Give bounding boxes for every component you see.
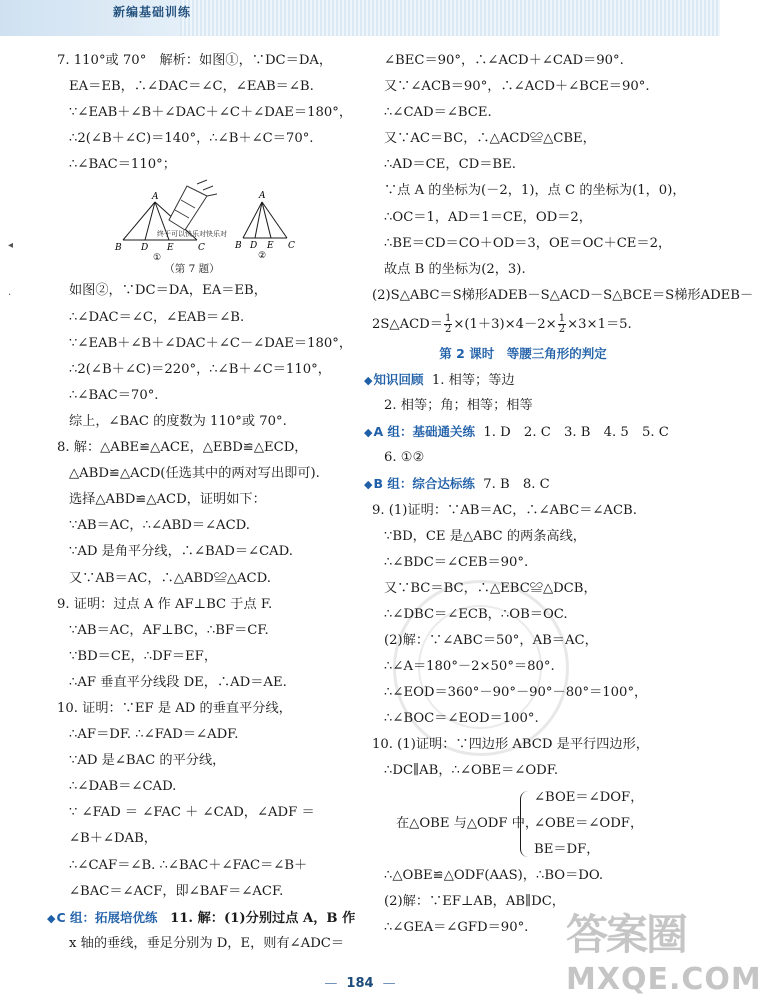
text-line: 如图②，∵DC＝DA，EA＝EB，	[69, 283, 267, 299]
text-line: ∵BD＝CE，∴DF＝EF，	[69, 648, 218, 664]
area-line-2-mid: ×(1＋3)×4－2×	[453, 316, 557, 332]
text-line: 10. (1)证明：∵四边形 ABCD 是平行四边形，	[372, 737, 649, 753]
text-line: ∴∠DAC＝∠C，∠EAB＝∠B.	[69, 309, 245, 325]
fig1-label-b: B	[115, 243, 122, 254]
fraction-half	[558, 314, 566, 335]
text-line: ∵BD，CE 是△ABC 的两条高线，	[384, 528, 586, 544]
text-line: (2)解：∵∠ABC＝50°，AB＝AC，	[384, 632, 598, 648]
text-line: ∴DC∥AB，∴∠OBE＝∠ODF.	[384, 763, 559, 779]
margin-mark: ◂	[8, 240, 14, 251]
text-line: ∴2(∠B＋∠C)＝220°，∴∠B＋∠C＝110°，	[69, 361, 331, 377]
area-line-2	[372, 309, 674, 341]
text-line: 故点 B 的坐标为(2，3).	[384, 261, 526, 277]
group-b-label: B 组：综合达标练	[373, 476, 475, 492]
text-line: 选择△ABD≌△ACD，证明如下：	[69, 492, 266, 508]
group-b-row	[364, 471, 674, 497]
q11-first-line: 11. 解：(1)分别过点 A，B 作	[170, 910, 356, 926]
text-line: 8. 解：△ABE≌△ACE，△EBD≌△ECD，	[57, 440, 308, 456]
fig1-label-e: E	[167, 243, 174, 254]
text-line: ∴AF＝DF. ∴∠FAD＝∠ADF.	[69, 727, 239, 743]
text-line: ∠B＋∠DAB，	[69, 831, 157, 847]
text-line: ∵AD 是角平分线，∴∠BAD＝∠CAD.	[69, 544, 293, 560]
page-dash-right: —	[382, 976, 396, 991]
review-2: 2. 相等；角；相等；相等	[384, 398, 533, 414]
header-band	[0, 0, 720, 36]
text-line: ∠BAC＝∠ACF，即∠BAF＝∠ACF.	[69, 883, 284, 899]
text-line: 9. 证明：过点 A 作 AF⊥BC 于点 F.	[57, 596, 273, 612]
watermark-en: MXQE.COM	[566, 962, 762, 997]
diamond-icon: ◆	[364, 478, 373, 492]
text-line: ∠BEC＝90°，∴∠ACD＋∠CAD＝90°.	[384, 53, 624, 68]
review-row	[364, 367, 674, 393]
text-line: ∵AD 是∠BAC 的平分线，	[69, 753, 226, 769]
text-line: 又∵BC＝BC，∴△EBC≌△DCB，	[384, 580, 597, 596]
text-line: ∵AB＝AC，AF⊥BC，∴BF＝CF.	[69, 622, 269, 638]
area-line-2-start: 2S△ACD＝	[372, 316, 443, 332]
watermark	[566, 902, 762, 1002]
brace-item: ∠BOE＝∠DOF，	[534, 789, 644, 805]
fig2-label-b: B	[235, 241, 242, 252]
diamond-icon: ◆	[364, 374, 373, 388]
margin-mark: ·	[8, 290, 12, 301]
text-line: ∴∠BAC＝70°.	[69, 387, 159, 403]
fraction-half	[444, 314, 452, 335]
lesson-title: 第 2 课时 等腰三角形的判定	[439, 345, 607, 361]
text-line: ∵∠EAB＋∠B＋∠DAC＋∠C＋∠DAE＝180°，	[69, 105, 353, 121]
text-line: △ABD≌△ACD(任选其中的两对写出即可).	[69, 466, 320, 482]
group-b-answers: 7. B 8. C	[483, 477, 550, 493]
brace-item: ∠OBE＝∠ODF，	[534, 815, 644, 831]
text-line: ∴∠BOC＝∠EOD＝100°.	[384, 711, 539, 727]
text-line: ∴∠DBC＝∠ECB，∴OB＝OC.	[384, 606, 568, 622]
text-line: 9. (1)证明：∵AB＝AC，∴∠ABC＝∠ACB.	[372, 502, 637, 518]
text-line: 又∵AB＝AC，∴△ABD≌△ACD.	[69, 570, 271, 586]
brace-item: BE＝DF，	[534, 841, 600, 857]
fraction-num: 1	[444, 312, 452, 324]
text-line: ∴∠CAF＝∠B. ∴∠BAC＋∠FAC＝∠B＋	[69, 857, 308, 873]
group-a-row	[364, 419, 674, 445]
brace-label: 在△OBE 与△ODF 中，	[396, 815, 539, 831]
text-line: ∴∠CAD＝∠BCE.	[384, 105, 492, 121]
carrot-sticker-icon	[157, 180, 227, 238]
q11-second-line: x 轴的垂线，垂足分别为 D，E，则有∠ADC＝	[69, 935, 345, 951]
fig2-number: ②	[258, 251, 267, 262]
group-a-answers: 1. D 2. C 3. B 4. 5 5. C	[483, 425, 669, 441]
left-column	[47, 48, 356, 957]
text-line: ∴OC＝1，AD＝1＝CE，OD＝2，	[384, 209, 592, 225]
diamond-icon: ◆	[47, 911, 56, 925]
fig2-label-d: D	[250, 241, 258, 252]
group-c-row	[47, 905, 356, 931]
text-line: 7. 110°或 70° 解析：如图①，∵DC＝DA，	[57, 53, 333, 68]
text-line: ∵ ∠FAD ＝ ∠FAC ＋ ∠CAD，∠ADF ＝	[69, 805, 315, 821]
text-line: ∵点 A 的坐标为(－2，1)，点 C 的坐标为(1，0)，	[384, 183, 686, 199]
text-line: ∴∠BDC＝∠CEB＝90°.	[384, 554, 529, 570]
text-line: EA＝EB，∴∠DAC＝∠C，∠EAB＝∠B.	[69, 79, 314, 95]
figure-caption: （第 7 题）	[164, 263, 220, 276]
group-c-label: C 组：拓展培优练	[56, 909, 158, 925]
watermark-cn: 答案圈	[566, 910, 687, 959]
text-line: ∴2(∠B＋∠C)＝140°，∴∠B＋∠C＝70°.	[69, 131, 314, 147]
text-line: ∴∠DAB＝∠CAD.	[69, 779, 177, 795]
text-line: ∵∠EAB＋∠B＋∠DAC＋∠C－∠DAE＝180°，	[69, 335, 353, 351]
fig1-number: ①	[153, 253, 162, 264]
area-line-1: (2)S△ABC＝S梯形ADEB－S△ACD－S△BCE＝S梯形ADEB－	[372, 287, 754, 303]
area-line-2-end: ×3×1＝5.	[567, 316, 632, 332]
text-line: ∴∠BAC＝110°；	[69, 157, 176, 173]
text-line: ∴AD＝CE，CD＝BE.	[384, 157, 516, 173]
page-number: 184	[346, 976, 374, 991]
review-label: 知识回顾	[373, 372, 424, 388]
fraction-den: 2	[444, 323, 452, 335]
group-a-6: 6. ①②	[384, 450, 425, 466]
text-line: ∴△OBE≌△ODF(AAS)，∴BO＝DO.	[384, 867, 604, 883]
text-line: ∴AF 垂直平分线段 DE，∴AD＝AE.	[69, 674, 287, 690]
brace-block	[372, 785, 674, 863]
fig2-label-c: C	[288, 241, 295, 252]
fig2-label-a: A	[259, 191, 266, 202]
text-line: ∵AB＝AC，∴∠ABD＝∠ACD.	[69, 518, 250, 534]
group-a-label: A 组：基础通关练	[373, 424, 475, 440]
figure-q7	[57, 180, 347, 264]
text-line: ∴BE＝CD＝CO＋OD＝3，OE＝OC＋CE＝2，	[384, 235, 672, 251]
series-title: 新编基础训练	[113, 5, 192, 19]
fig2-label-e: E	[267, 241, 274, 252]
page-dash-left: —	[324, 976, 338, 991]
fig1-label-c: C	[198, 243, 205, 254]
review-1: 1. 相等；等边	[431, 373, 515, 389]
text-line: ∴∠GEA＝∠GFD＝90°.	[384, 919, 529, 935]
fig1-label-a: A	[152, 192, 159, 203]
text-line: 又∵AC＝BC，∴△ACD≌△CBE，	[384, 131, 596, 147]
fraction-num: 1	[558, 312, 566, 324]
text-line: 10. 证明：∵EF 是 AD 的垂直平分线，	[57, 700, 292, 716]
fraction-den: 2	[558, 323, 566, 335]
diamond-icon: ◆	[364, 426, 373, 440]
text-line: ∴∠A＝180°－2×50°＝80°.	[384, 659, 555, 675]
fig1-label-d: D	[141, 243, 149, 254]
right-column	[364, 48, 754, 941]
sticker-text: 终于可以快乐对快乐对	[157, 230, 227, 239]
text-line: (2)解：∵EF⊥AB，AB∥DC，	[384, 893, 565, 909]
text-line: ∴∠EOD＝360°－90°－90°－80°＝100°，	[384, 685, 648, 701]
triangle-figures	[57, 180, 347, 264]
brace-lines	[534, 785, 643, 863]
text-line: 综上，∠BAC 的度数为 110°或 70°.	[69, 413, 287, 429]
text-line: 又∵∠ACB＝90°，∴∠ACD＋∠BCE＝90°.	[384, 79, 650, 95]
brace-icon	[520, 791, 531, 857]
figure-2	[234, 191, 295, 261]
